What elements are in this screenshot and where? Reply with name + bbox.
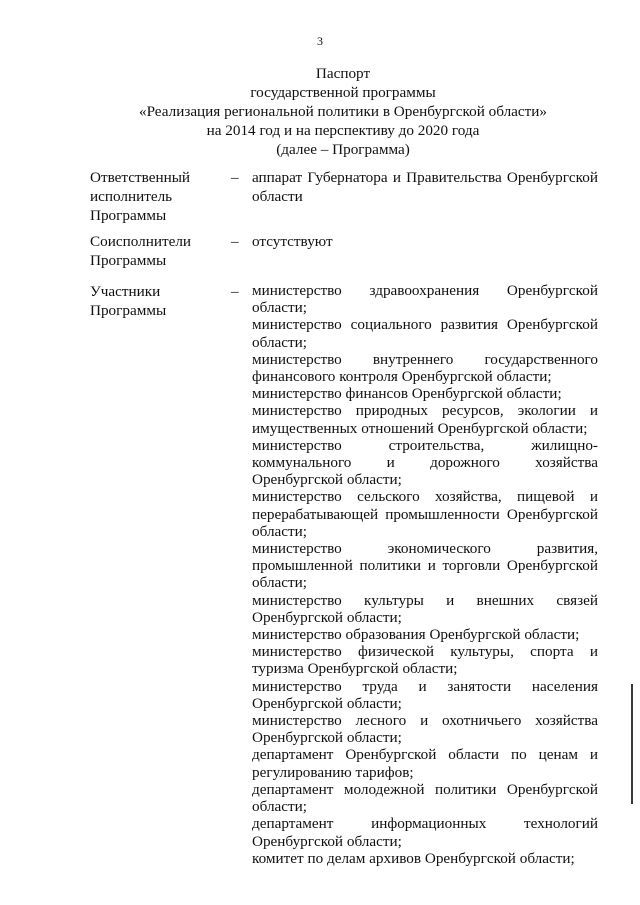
list-item: департамент Оренбургской области по ценам и регулированию тарифов; bbox=[252, 746, 598, 781]
list-item: комитет по делам архивов Оренбургской области; bbox=[252, 849, 575, 867]
list-item: департамент молодежной политики Оренбургской области; bbox=[252, 780, 598, 816]
list-item: министерство труда и занятости населения Оренбургской области; bbox=[252, 677, 598, 712]
row-value bbox=[252, 168, 598, 206]
passport-title bbox=[0, 64, 640, 159]
row-dash: – bbox=[231, 169, 239, 186]
list-item: аппарат Губернатора и Правительства Оренбургской области bbox=[252, 169, 598, 205]
row-label: Участники Программы bbox=[90, 283, 167, 319]
list-item: министерство культуры и внешних связей Оренбургской области; bbox=[252, 591, 598, 626]
row-label: Ответственный исполнитель Программы bbox=[90, 169, 191, 224]
title-line: на 2014 год и на перспективу до 2020 года bbox=[206, 122, 480, 139]
row-label: Соисполнители Программы bbox=[90, 233, 192, 269]
list-item: министерство экономического развития, промышленной политики и торговли Оренбургской области; bbox=[252, 540, 598, 592]
list-item: министерство финансов Оренбургской области; bbox=[252, 385, 562, 403]
list-item: министерство здравоохранения Оренбургской области; bbox=[252, 282, 598, 317]
list-item: министерство строительства, жилищно-коммунального и дорожного хозяйства Оренбургской области; bbox=[252, 436, 598, 489]
title-line: (далее – Программа) bbox=[276, 141, 410, 158]
list-item: министерство образования Оренбургской области; bbox=[252, 626, 580, 644]
list-item: министерство сельского хозяйства, пищевой и перерабатывающей промышленности Оренбургской области; bbox=[252, 488, 598, 540]
scan-edge-mark bbox=[631, 684, 633, 804]
list-item: министерство природных ресурсов, экологии и имущественных отношений Оренбургской области; bbox=[252, 402, 598, 437]
row-value bbox=[252, 232, 598, 251]
row-dash: – bbox=[231, 233, 239, 250]
list-item: министерство лесного и охотничьего хозяйства Оренбургской области; bbox=[252, 712, 598, 747]
title-line: государственной программы bbox=[250, 84, 436, 101]
participants-list bbox=[252, 282, 598, 867]
list-item: департамент информационных технологий Оренбургской области; bbox=[252, 815, 598, 850]
row-dash: – bbox=[231, 283, 239, 300]
title-line: «Реализация региональной политики в Оренбургской области» bbox=[138, 103, 548, 120]
title-line: Паспорт bbox=[315, 65, 371, 82]
page-number: 3 bbox=[317, 34, 323, 48]
list-item: министерство внутреннего государственного финансового контроля Оренбургской области; bbox=[252, 350, 598, 386]
list-item: министерство физической культуры, спорта и туризма Оренбургской области; bbox=[252, 643, 598, 678]
list-item: отсутствуют bbox=[252, 233, 333, 250]
list-item: министерство социального развития Оренбургской области; bbox=[252, 316, 598, 351]
